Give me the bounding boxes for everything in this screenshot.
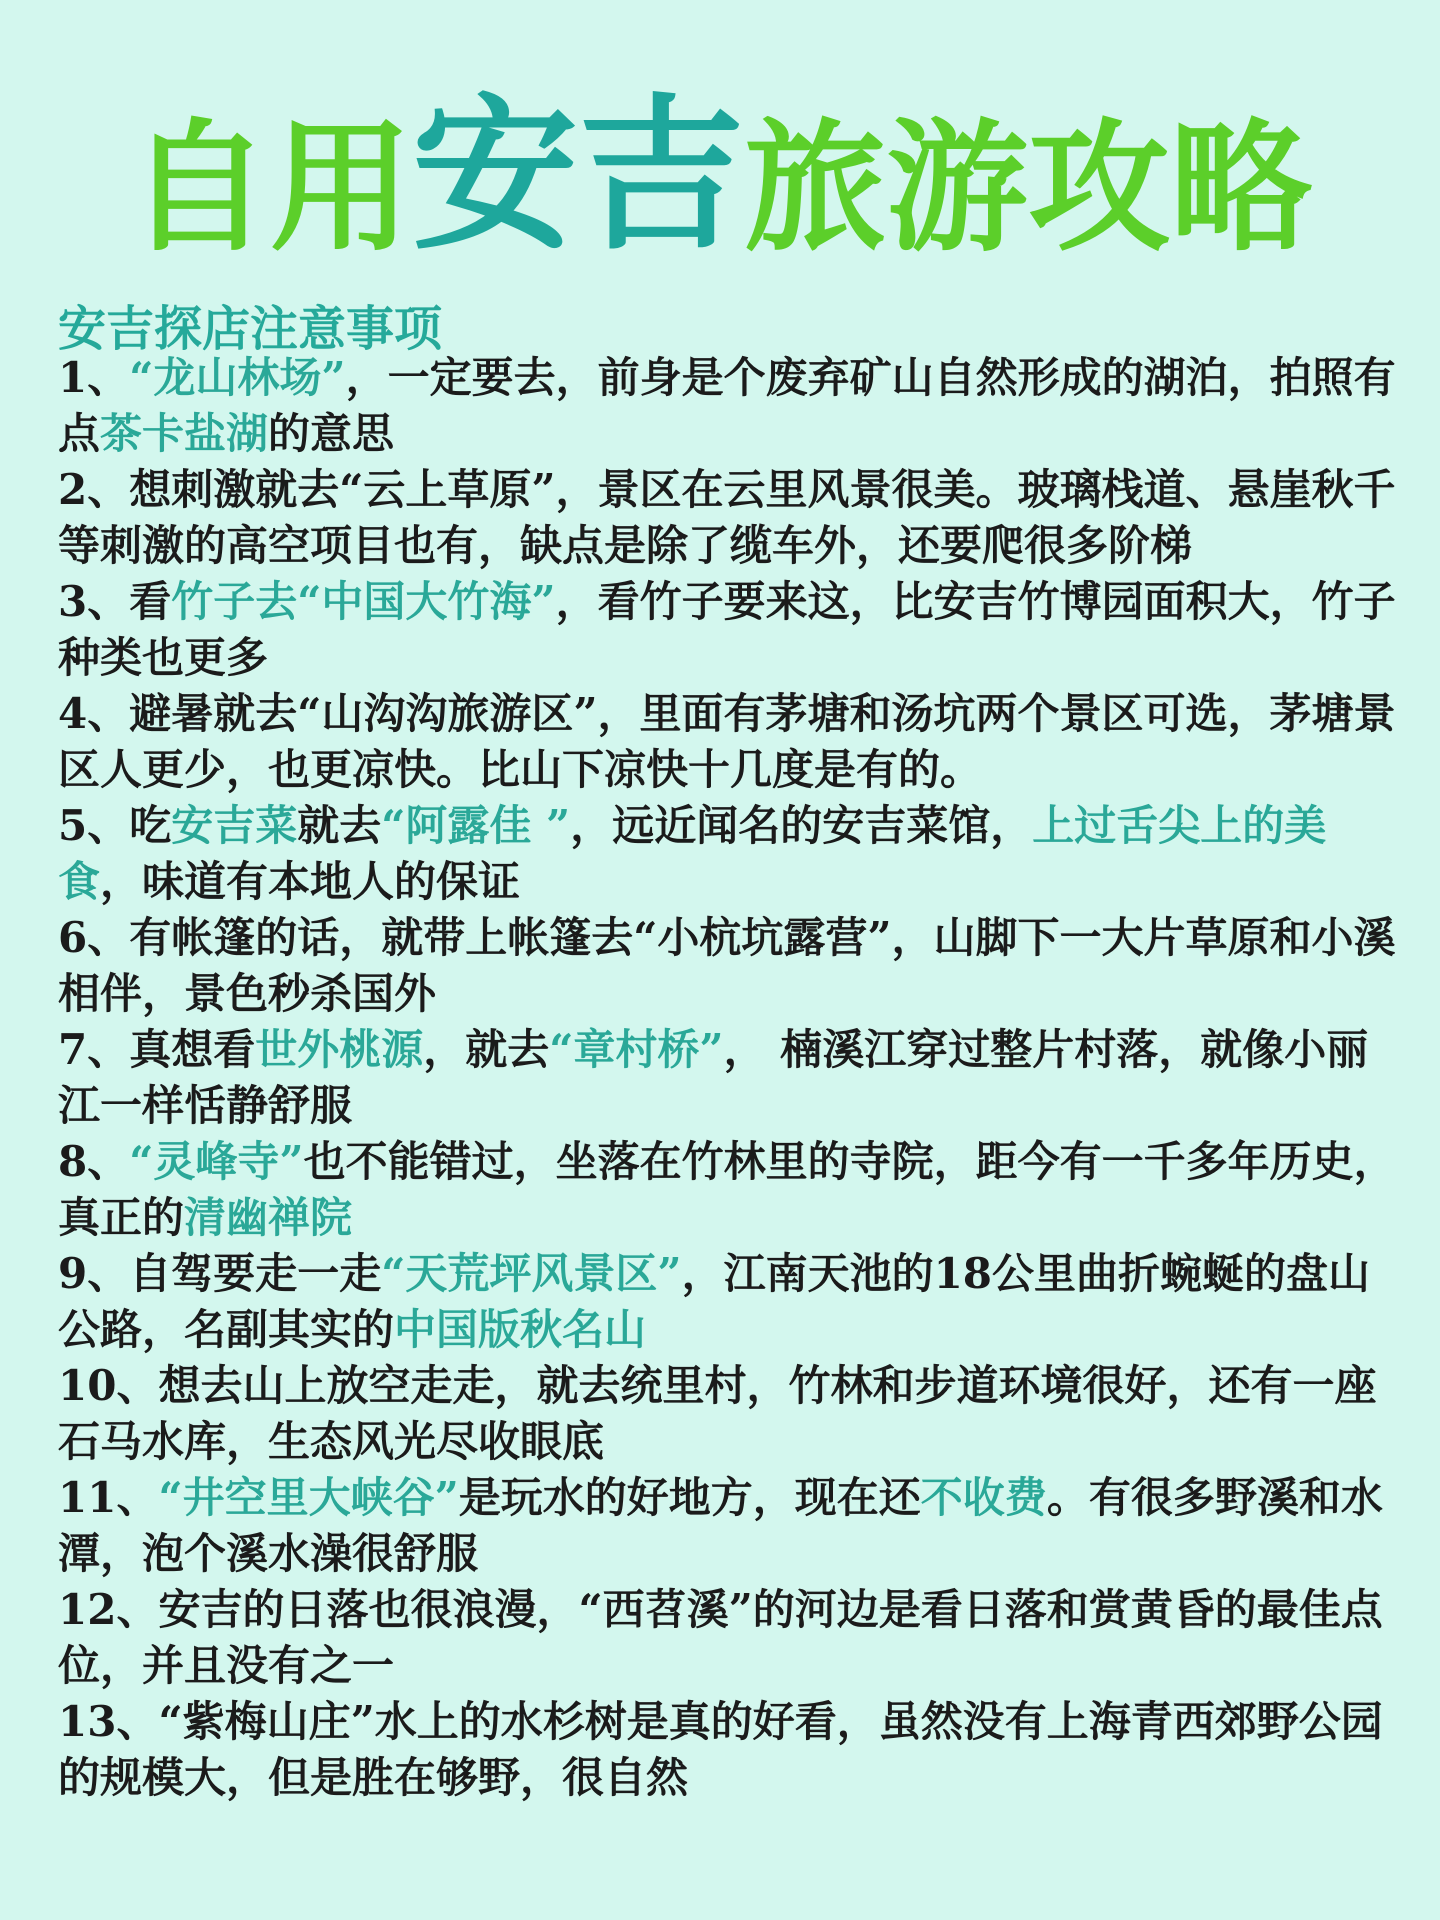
tip-text: 7、真想看 bbox=[58, 1025, 256, 1074]
tip-text: 12、安吉的日落也很浪漫，“西苕溪”的河边是看日落和赏黄昏的最佳点位，并且没有之一 bbox=[58, 1585, 1383, 1690]
tip-item bbox=[58, 1694, 1408, 1806]
title-part-2: 安吉 bbox=[412, 80, 744, 273]
title-part-3: 旅游攻略 bbox=[744, 106, 1312, 271]
tip-text: 2、想刺激就去“云上草原”，景区在云里风景很美。玻璃栈道、悬崖秋千等刺激的高空项目也有，缺点是除了缆车外，还要爬很多阶梯 bbox=[58, 465, 1396, 570]
tip-text: 。有很多野溪和水潭，泡个溪水澡很舒服 bbox=[58, 1473, 1383, 1578]
tip-text: ， 楠溪江穿过整片村落，就像小丽江一样恬静舒服 bbox=[58, 1025, 1369, 1130]
tip-item bbox=[58, 686, 1408, 798]
highlighted-text: 不收费 bbox=[920, 1473, 1047, 1522]
tip-text: 4、避暑就去“山沟沟旅游区”，里面有茅塘和汤坑两个景区可选，茅塘景区人更少，也更凉快。比山下凉快十几度是有的。 bbox=[58, 689, 1396, 794]
tip-item bbox=[58, 798, 1408, 910]
tip-text: ，就去 bbox=[423, 1025, 550, 1074]
tips-list bbox=[58, 350, 1408, 1806]
highlighted-text: 上过舌尖上的美食 bbox=[58, 801, 1327, 906]
highlighted-text: 世外桃源 bbox=[255, 1025, 424, 1074]
highlighted-text: “龙山林场” bbox=[129, 353, 346, 402]
tip-text: 8、 bbox=[58, 1137, 130, 1186]
tip-item bbox=[58, 1022, 1408, 1134]
title-part-1: 自用 bbox=[128, 106, 412, 271]
tip-text: 11、 bbox=[58, 1473, 159, 1522]
tip-text: 就去 bbox=[297, 801, 382, 850]
tip-text: 6、有帐篷的话，就带上帐篷去“小杭坑露营”，山脚下一大片草原和小溪相伴，景色秒杀国外 bbox=[58, 913, 1396, 1018]
highlighted-text: 竹子去“中国大竹海” bbox=[171, 577, 556, 626]
tip-text: 13、“紫梅山庄”水上的水杉树是真的好看，虽然没有上海青西郊野公园的规模大，但是胜在够野，很自然 bbox=[58, 1697, 1383, 1802]
section-heading: 安吉探店注意事项 bbox=[58, 301, 443, 357]
tip-item bbox=[58, 462, 1408, 574]
tip-text: ，看竹子要来这，比安吉竹博园面积大，竹子种类也更多 bbox=[58, 577, 1396, 682]
tip-text: 是玩水的好地方，现在还 bbox=[458, 1473, 921, 1522]
tip-item bbox=[58, 1134, 1408, 1246]
tip-text: 的意思 bbox=[268, 409, 395, 458]
tip-item bbox=[58, 1582, 1408, 1694]
highlighted-text: “井空里大峡谷” bbox=[158, 1473, 459, 1522]
tip-item bbox=[58, 910, 1408, 1022]
tip-text: 3、看 bbox=[58, 577, 172, 626]
highlighted-text: 安吉菜 bbox=[171, 801, 298, 850]
tip-item bbox=[58, 1246, 1408, 1358]
tip-item bbox=[58, 1470, 1408, 1582]
tip-text: ，江南天池的18公里曲折蜿蜒的盘山公路，名副其实的 bbox=[58, 1249, 1371, 1354]
highlighted-text: “天荒坪风景区” bbox=[381, 1249, 682, 1298]
tip-text: 9、自驾要走一走 bbox=[58, 1249, 382, 1298]
tip-item bbox=[58, 574, 1408, 686]
tip-text: 5、吃 bbox=[58, 801, 172, 850]
tip-text: ，远近闻名的安吉菜馆， bbox=[570, 801, 1033, 850]
tip-item bbox=[58, 350, 1408, 462]
highlighted-text: “阿露佳 ” bbox=[381, 801, 571, 850]
highlighted-text: 清幽禅院 bbox=[184, 1193, 353, 1242]
tip-item bbox=[58, 1358, 1408, 1470]
tip-text: ，一定要去，前身是个废弃矿山自然形成的湖泊，拍照有点 bbox=[58, 353, 1396, 458]
tip-text: 1、 bbox=[58, 353, 130, 402]
tip-text: 10、想去山上放空走走，就去统里村，竹林和步道环境很好，还有一座石马水库，生态风光尽收眼底 bbox=[58, 1361, 1377, 1466]
tip-text: 也不能错过，坐落在竹林里的寺院，距今有一千多年历史，真正的 bbox=[58, 1137, 1396, 1242]
highlighted-text: “灵峰寺” bbox=[129, 1137, 304, 1186]
tip-text: ，味道有本地人的保证 bbox=[100, 857, 521, 906]
highlighted-text: “章村桥” bbox=[549, 1025, 724, 1074]
page-title bbox=[0, 60, 1440, 273]
highlighted-text: 中国版秋名山 bbox=[394, 1305, 647, 1354]
highlighted-text: 茶卡盐湖 bbox=[100, 409, 269, 458]
